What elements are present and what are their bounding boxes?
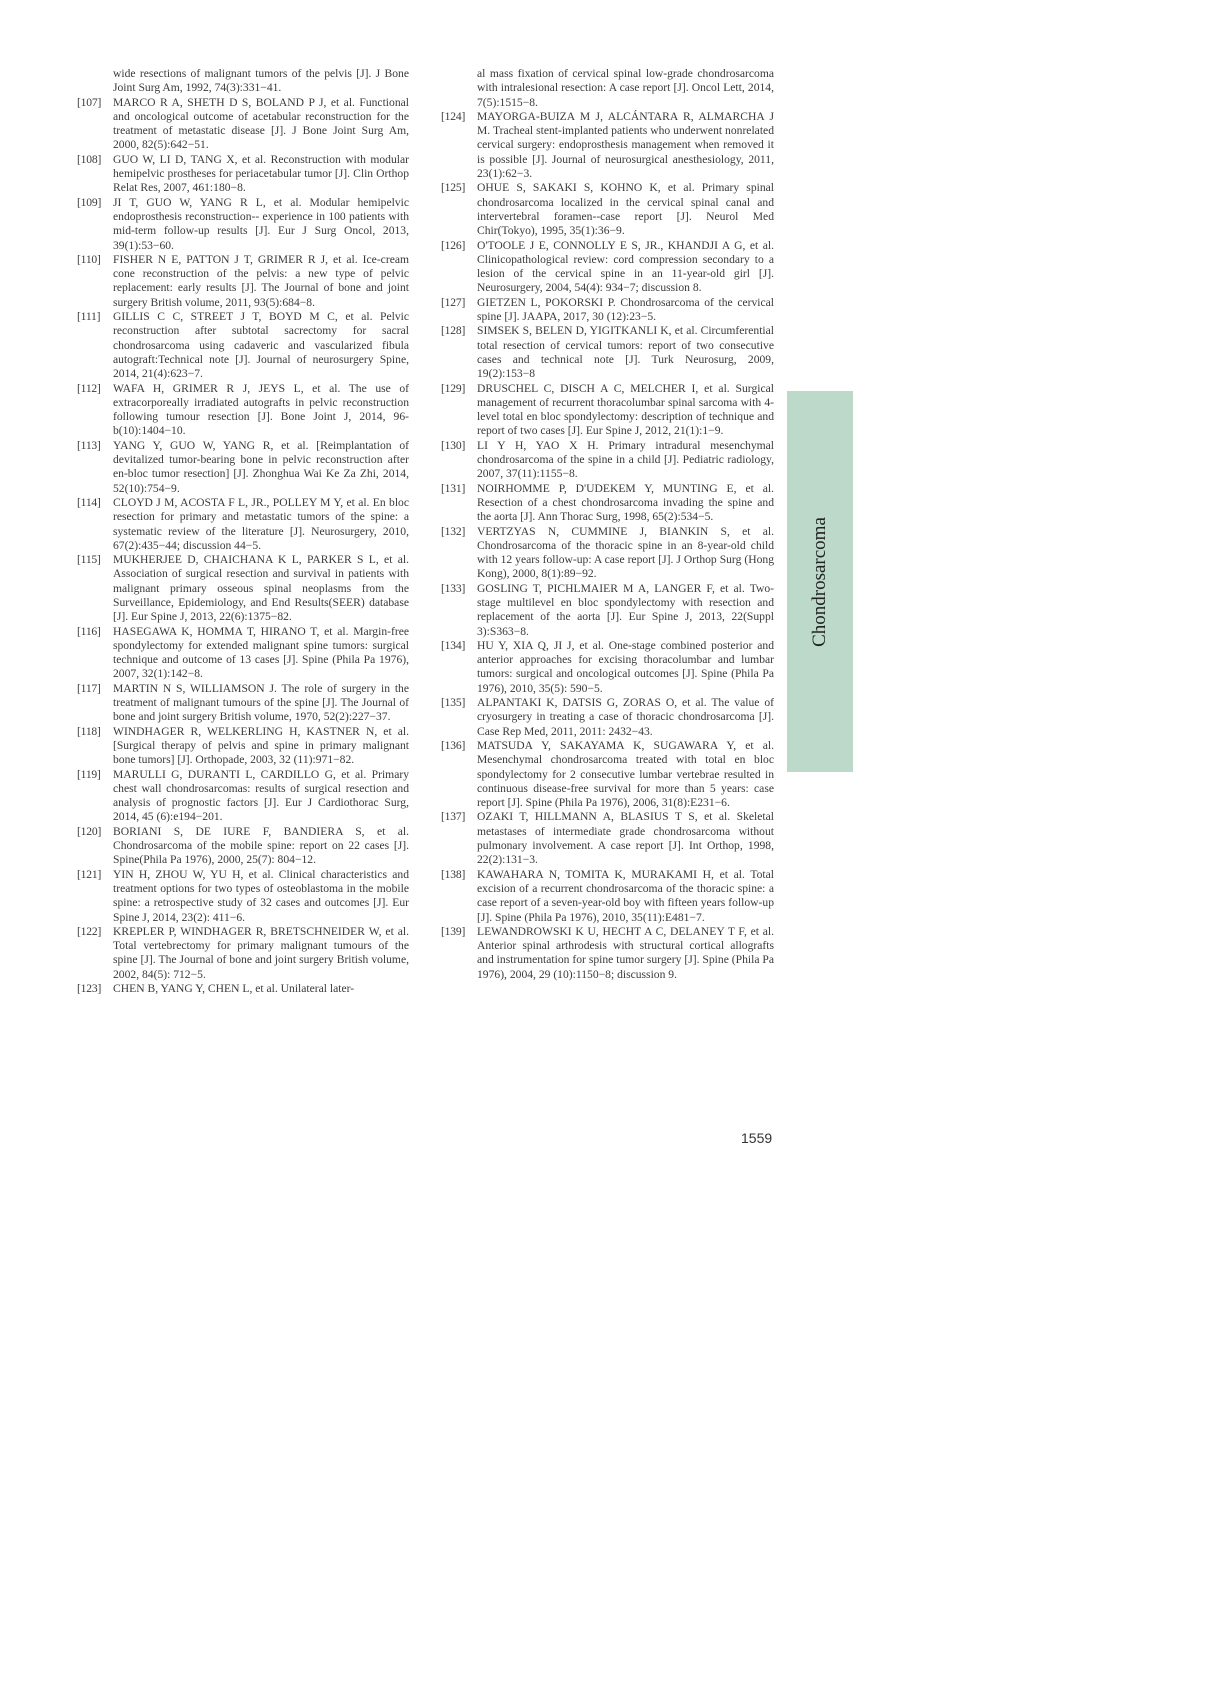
- reference-entry: [77, 825, 409, 868]
- reference-number: [126]: [441, 238, 466, 252]
- reference-entry: [77, 310, 409, 381]
- reference-number: [107]: [77, 95, 102, 109]
- reference-entry: [441, 439, 774, 482]
- reference-entry: [77, 625, 409, 682]
- reference-entry: [441, 925, 774, 982]
- reference-text: NOIRHOMME P, D'UDEKEM Y, MUNTING E, et al. Resection of a chest chondrosarcoma invading the spine and the aorta [J]. Ann Thorac Surg, 1998, 65(2):534−5.: [477, 481, 774, 524]
- reference-entry: [441, 582, 774, 639]
- reference-number: [110]: [77, 252, 101, 266]
- reference-number: [137]: [441, 810, 466, 824]
- reference-text: WINDHAGER R, WELKERLING H, KASTNER N, et al. [Surgical therapy of pelvis and spine in primary malignant bone tumors] [J]. Orthopade, 2003, 32 (11):971−82.: [113, 724, 409, 767]
- reference-number: [139]: [441, 924, 466, 938]
- reference-text: OHUE S, SAKAKI S, KOHNO K, et al. Primary spinal chondrosarcoma localized in the cervical spinal canal and intervertebral foramen--case report [J]. Neurol Med Chir(Tokyo), 1995, 35(1):36−9.: [477, 181, 774, 238]
- reference-list-right: [441, 110, 774, 982]
- reference-entry: [441, 296, 774, 325]
- reference-text: GOSLING T, PICHLMAIER M A, LANGER F, et al. Two-stage multilevel en bloc spondylectomy with resection and replacement of the aorta [J]. Eur Spine J, 2013, 22(Suppl 3):S363−8.: [477, 581, 774, 638]
- reference-text: KREPLER P, WINDHAGER R, BRETSCHNEIDER W, et al. Total vertebrectomy for primary malignant tumours of the spine [J]. The Journal of bone and joint surgery British volume, 2002, 84(5): 712−5.: [113, 924, 409, 981]
- reference-number: [111]: [77, 310, 101, 324]
- reference-entry: [441, 696, 774, 739]
- reference-text: HASEGAWA K, HOMMA T, HIRANO T, et al. Margin-free spondylectomy for extended malignant spine tumors: surgical technique and outcome of 13 cases [J]. Spine (Phila Pa 1976), 2007, 32(1):142−8.: [113, 624, 409, 681]
- section-side-tab: [787, 391, 853, 772]
- reference-text: LI Y H, YAO X H. Primary intradural mesenchymal chondrosarcoma of the spine in a child [J]. Pediatric radiology, 2007, 37(11):1155−8.: [477, 438, 774, 481]
- reference-number: [127]: [441, 295, 466, 309]
- reference-number: [114]: [77, 495, 101, 509]
- reference-text: JI T, GUO W, YANG R L, et al. Modular hemipelvic endoprosthesis reconstruction-- experience in 100 patients with mid-term follow-up results [J]. Eur J Surg Oncol, 2013, 39(1):53−60.: [113, 195, 409, 252]
- reference-text: DRUSCHEL C, DISCH A C, MELCHER I, et al. Surgical management of recurrent thoracolumbar spinal sarcoma with 4-level total en bloc spondylectomy: description of technique and report of two cases [J]. Eur Spine J, 2012, 21(1):1−9.: [477, 381, 774, 438]
- reference-entry: [441, 324, 774, 381]
- reference-number: [135]: [441, 696, 466, 710]
- reference-number: [118]: [77, 724, 101, 738]
- reference-text: YIN H, ZHOU W, YU H, et al. Clinical characteristics and treatment options for two types of osteoblastoma in the mobile spine: a retrospective study of 32 cases and outcomes [J]. Eur Spine J, 2014, 23(2): 411−6.: [113, 867, 409, 924]
- reference-text: SIMSEK S, BELEN D, YIGITKANLI K, et al. Circumferential total resection of cervical tumors: report of two consecutive cases and technical note [J]. Turk Neurosurg, 2009, 19(2):153−8: [477, 324, 774, 381]
- reference-text: WAFA H, GRIMER R J, JEYS L, et al. The use of extracorporeally irradiated autografts in pelvic reconstruction following tumour resection [J]. Bone Joint J, 2014, 96-b(10):1404−10.: [113, 381, 409, 438]
- reference-entry: [77, 439, 409, 496]
- reference-number: [132]: [441, 524, 466, 538]
- reference-number: [128]: [441, 324, 466, 338]
- reference-number: [122]: [77, 924, 102, 938]
- reference-text: VERTZYAS N, CUMMINE J, BIANKIN S, et al. Chondrosarcoma of the thoracic spine in an 8-year-old child with 12 years follow-up: A case report [J]. J Orthop Surg (Hong Kong), 2000, 8(1):89−92.: [477, 524, 774, 581]
- page-number: 1559: [741, 1130, 773, 1146]
- reference-number: [123]: [77, 982, 102, 995]
- reference-text: HU Y, XIA Q, JI J, et al. One-stage combined posterior and anterior approaches for excising thoracolumbar and lumbar tumors: surgical and oncological outcomes [J]. Spine (Phila Pa 1976), 2010, 35(5): 590−5.: [477, 638, 774, 695]
- reference-entry: [77, 682, 409, 725]
- reference-entry: [441, 482, 774, 525]
- reference-number: [115]: [77, 553, 101, 567]
- references-right-column: [441, 67, 774, 982]
- reference-entry: [441, 110, 774, 181]
- reference-text: LEWANDROWSKI K U, HECHT A C, DELANEY T F, et al. Anterior spinal arthrodesis with structural cortical allografts and instrumentation for spine tumor surgery [J]. Spine (Phila Pa 1976), 2004, 29 (10):1150−8; discussion 9.: [477, 924, 774, 981]
- reference-entry: [77, 982, 409, 996]
- reference-number: [119]: [77, 767, 101, 781]
- reference-text: ALPANTAKI K, DATSIS G, ZORAS O, et al. The value of cryosurgery in treating a case of thoracic chondrosarcoma [J]. Case Rep Med, 2011, 2011: 2432−43.: [477, 696, 774, 738]
- references-left-column: [77, 67, 409, 996]
- reference-number: [131]: [441, 481, 466, 495]
- reference-text: BORIANI S, DE IURE F, BANDIERA S, et al. Chondrosarcoma of the mobile spine: report on 22 cases [J]. Spine(Phila Pa 1976), 2000, 25(7): 804−12.: [113, 824, 409, 867]
- reference-entry: [77, 768, 409, 825]
- reference-entry: [441, 639, 774, 696]
- reference-number: [133]: [441, 581, 466, 595]
- reference-text: YANG Y, GUO W, YANG R, et al. [Reimplantation of devitalized tumor-bearing bone in pelvic reconstruction after en-bloc tumor resection] [J]. Zhonghua Wai Ke Za Zhi, 2014, 52(10):754−9.: [113, 438, 409, 495]
- reference-number: [129]: [441, 381, 466, 395]
- reference-text: KAWAHARA N, TOMITA K, MURAKAMI H, et al. Total excision of a recurrent chondrosarcoma of the thoracic spine: a case report of a seven-year-old boy with fifteen years follow-up [J]. Spine (Phila Pa 1976), 2010, 35(11):E481−7.: [477, 867, 774, 924]
- reference-entry: [441, 181, 774, 238]
- reference-number: [138]: [441, 867, 466, 881]
- reference-entry: [77, 253, 409, 310]
- reference-number: [108]: [77, 152, 102, 166]
- reference-number: [125]: [441, 181, 466, 195]
- reference-number: [130]: [441, 438, 466, 452]
- reference-number: [121]: [77, 867, 102, 881]
- reference-continuation: al mass fixation of cervical spinal low-grade chondrosarcoma with intralesional resection: A case report [J]. Oncol Lett, 2014, 7(5):1515−8.: [477, 67, 774, 109]
- reference-text: MATSUDA Y, SAKAYAMA K, SUGAWARA Y, et al. Mesenchymal chondrosarcoma treated with total en bloc spondylectomy for 2 consecutive lumbar vertebrae resulted in continuous disease-free survival for more than 5 years: case report [J]. Spine (Phila Pa 1976), 2006, 31(8):E231−6.: [477, 738, 774, 810]
- reference-continuation: wide resections of malignant tumors of the pelvis [J]. J Bone Joint Surg Am, 1992, 74(3):331−41.: [113, 67, 409, 95]
- reference-entry: [441, 239, 774, 296]
- reference-text: MARCO R A, SHETH D S, BOLAND P J, et al. Functional and oncological outcome of acetabular reconstruction for the treatment of metastatic disease [J]. J Bone Joint Surg Am, 2000, 82(5):642−51.: [113, 95, 409, 152]
- reference-entry: [441, 382, 774, 439]
- reference-number: [120]: [77, 824, 102, 838]
- reference-text: OZAKI T, HILLMANN A, BLASIUS T S, et al. Skeletal metastases of intermediate grade chondrosarcoma without pulmonary involvement. A case report [J]. Int Orthop, 1998, 22(2):131−3.: [477, 810, 774, 867]
- reference-entry: [441, 868, 774, 925]
- reference-entry: [441, 739, 774, 810]
- reference-text: MAYORGA-BUIZA M J, ALCÁNTARA R, ALMARCHA J M. Tracheal stent-implanted patients who underwent nonrelated cervical surgery: endoprosthesis management when removed it is possible [J]. Journal of neurosurgical anesthesiology, 2011, 23(1):62−3.: [477, 109, 774, 181]
- reference-entry: [77, 496, 409, 553]
- reference-entry: [77, 153, 409, 196]
- reference-text: MUKHERJEE D, CHAICHANA K L, PARKER S L, et al. Association of surgical resection and survival in patients with malignant primary osseous spinal neoplasms from the Surveillance, Epidemiology, and End Results(SEER) database [J]. Eur Spine J, 2013, 22(6):1375−82.: [113, 553, 409, 624]
- reference-text: O'TOOLE J E, CONNOLLY E S, JR., KHANDJI A G, et al. Clinicopathological review: cord compression secondary to a lesion of the cervical spine in an 11-year-old girl [J]. Neurosurgery, 2004, 54(4): 934−7; discussion 8.: [477, 238, 774, 295]
- reference-text: FISHER N E, PATTON J T, GRIMER R J, et al. Ice-cream cone reconstruction of the pelvis: a new type of pelvic replacement: early results [J]. The Journal of bone and joint surgery British volume, 2011, 93(5):684−8.: [113, 252, 409, 309]
- reference-entry: [77, 868, 409, 925]
- reference-list-left: [77, 96, 409, 997]
- reference-number: [124]: [441, 109, 466, 123]
- reference-text: MARTIN N S, WILLIAMSON J. The role of surgery in the treatment of malignant tumours of the spine [J]. The Journal of bone and joint surgery British volume, 1970, 52(2):227−37.: [113, 681, 409, 724]
- reference-entry: [77, 925, 409, 982]
- reference-number: [134]: [441, 638, 466, 652]
- reference-number: [109]: [77, 195, 102, 209]
- reference-number: [136]: [441, 738, 466, 752]
- reference-text: GUO W, LI D, TANG X, et al. Reconstruction with modular hemipelvic prostheses for periacetabular tumor [J]. Clin Orthop Relat Res, 2007, 461:180−8.: [113, 152, 409, 195]
- reference-entry: [77, 725, 409, 768]
- reference-number: [112]: [77, 381, 101, 395]
- reference-entry: [77, 553, 409, 624]
- reference-number: [113]: [77, 438, 101, 452]
- reference-entry: [441, 525, 774, 582]
- reference-text: CHEN B, YANG Y, CHEN L, et al. Unilateral later-: [113, 982, 355, 995]
- reference-number: [116]: [77, 624, 101, 638]
- reference-entry: [441, 810, 774, 867]
- reference-entry: [77, 96, 409, 153]
- reference-text: GIETZEN L, POKORSKI P. Chondrosarcoma of the cervical spine [J]. JAAPA, 2017, 30 (12):23−5.: [477, 295, 774, 324]
- reference-text: CLOYD J M, ACOSTA F L, JR., POLLEY M Y, et al. En bloc resection for primary and metastatic tumors of the spine: a systematic review of the literature [J]. Neurosurgery, 2010, 67(2):435−44; discussion 44−5.: [113, 495, 409, 552]
- reference-number: [117]: [77, 681, 101, 695]
- section-side-tab-label: Chondrosarcoma: [809, 516, 830, 647]
- reference-entry: [77, 382, 409, 439]
- reference-text: MARULLI G, DURANTI L, CARDILLO G, et al. Primary chest wall chondrosarcomas: results of surgical resection and analysis of prognostic factors [J]. Eur J Cardiothorac Surg, 2014, 45 (6):e194−201.: [113, 767, 409, 824]
- reference-text: GILLIS C C, STREET J T, BOYD M C, et al. Pelvic reconstruction after subtotal sacrectomy for sacral chondrosarcoma using cadaveric and vascularized fibula autograft:Technical note [J]. Journal of neurosurgery Spine, 2014, 21(4):623−7.: [113, 310, 409, 381]
- reference-entry: [77, 196, 409, 253]
